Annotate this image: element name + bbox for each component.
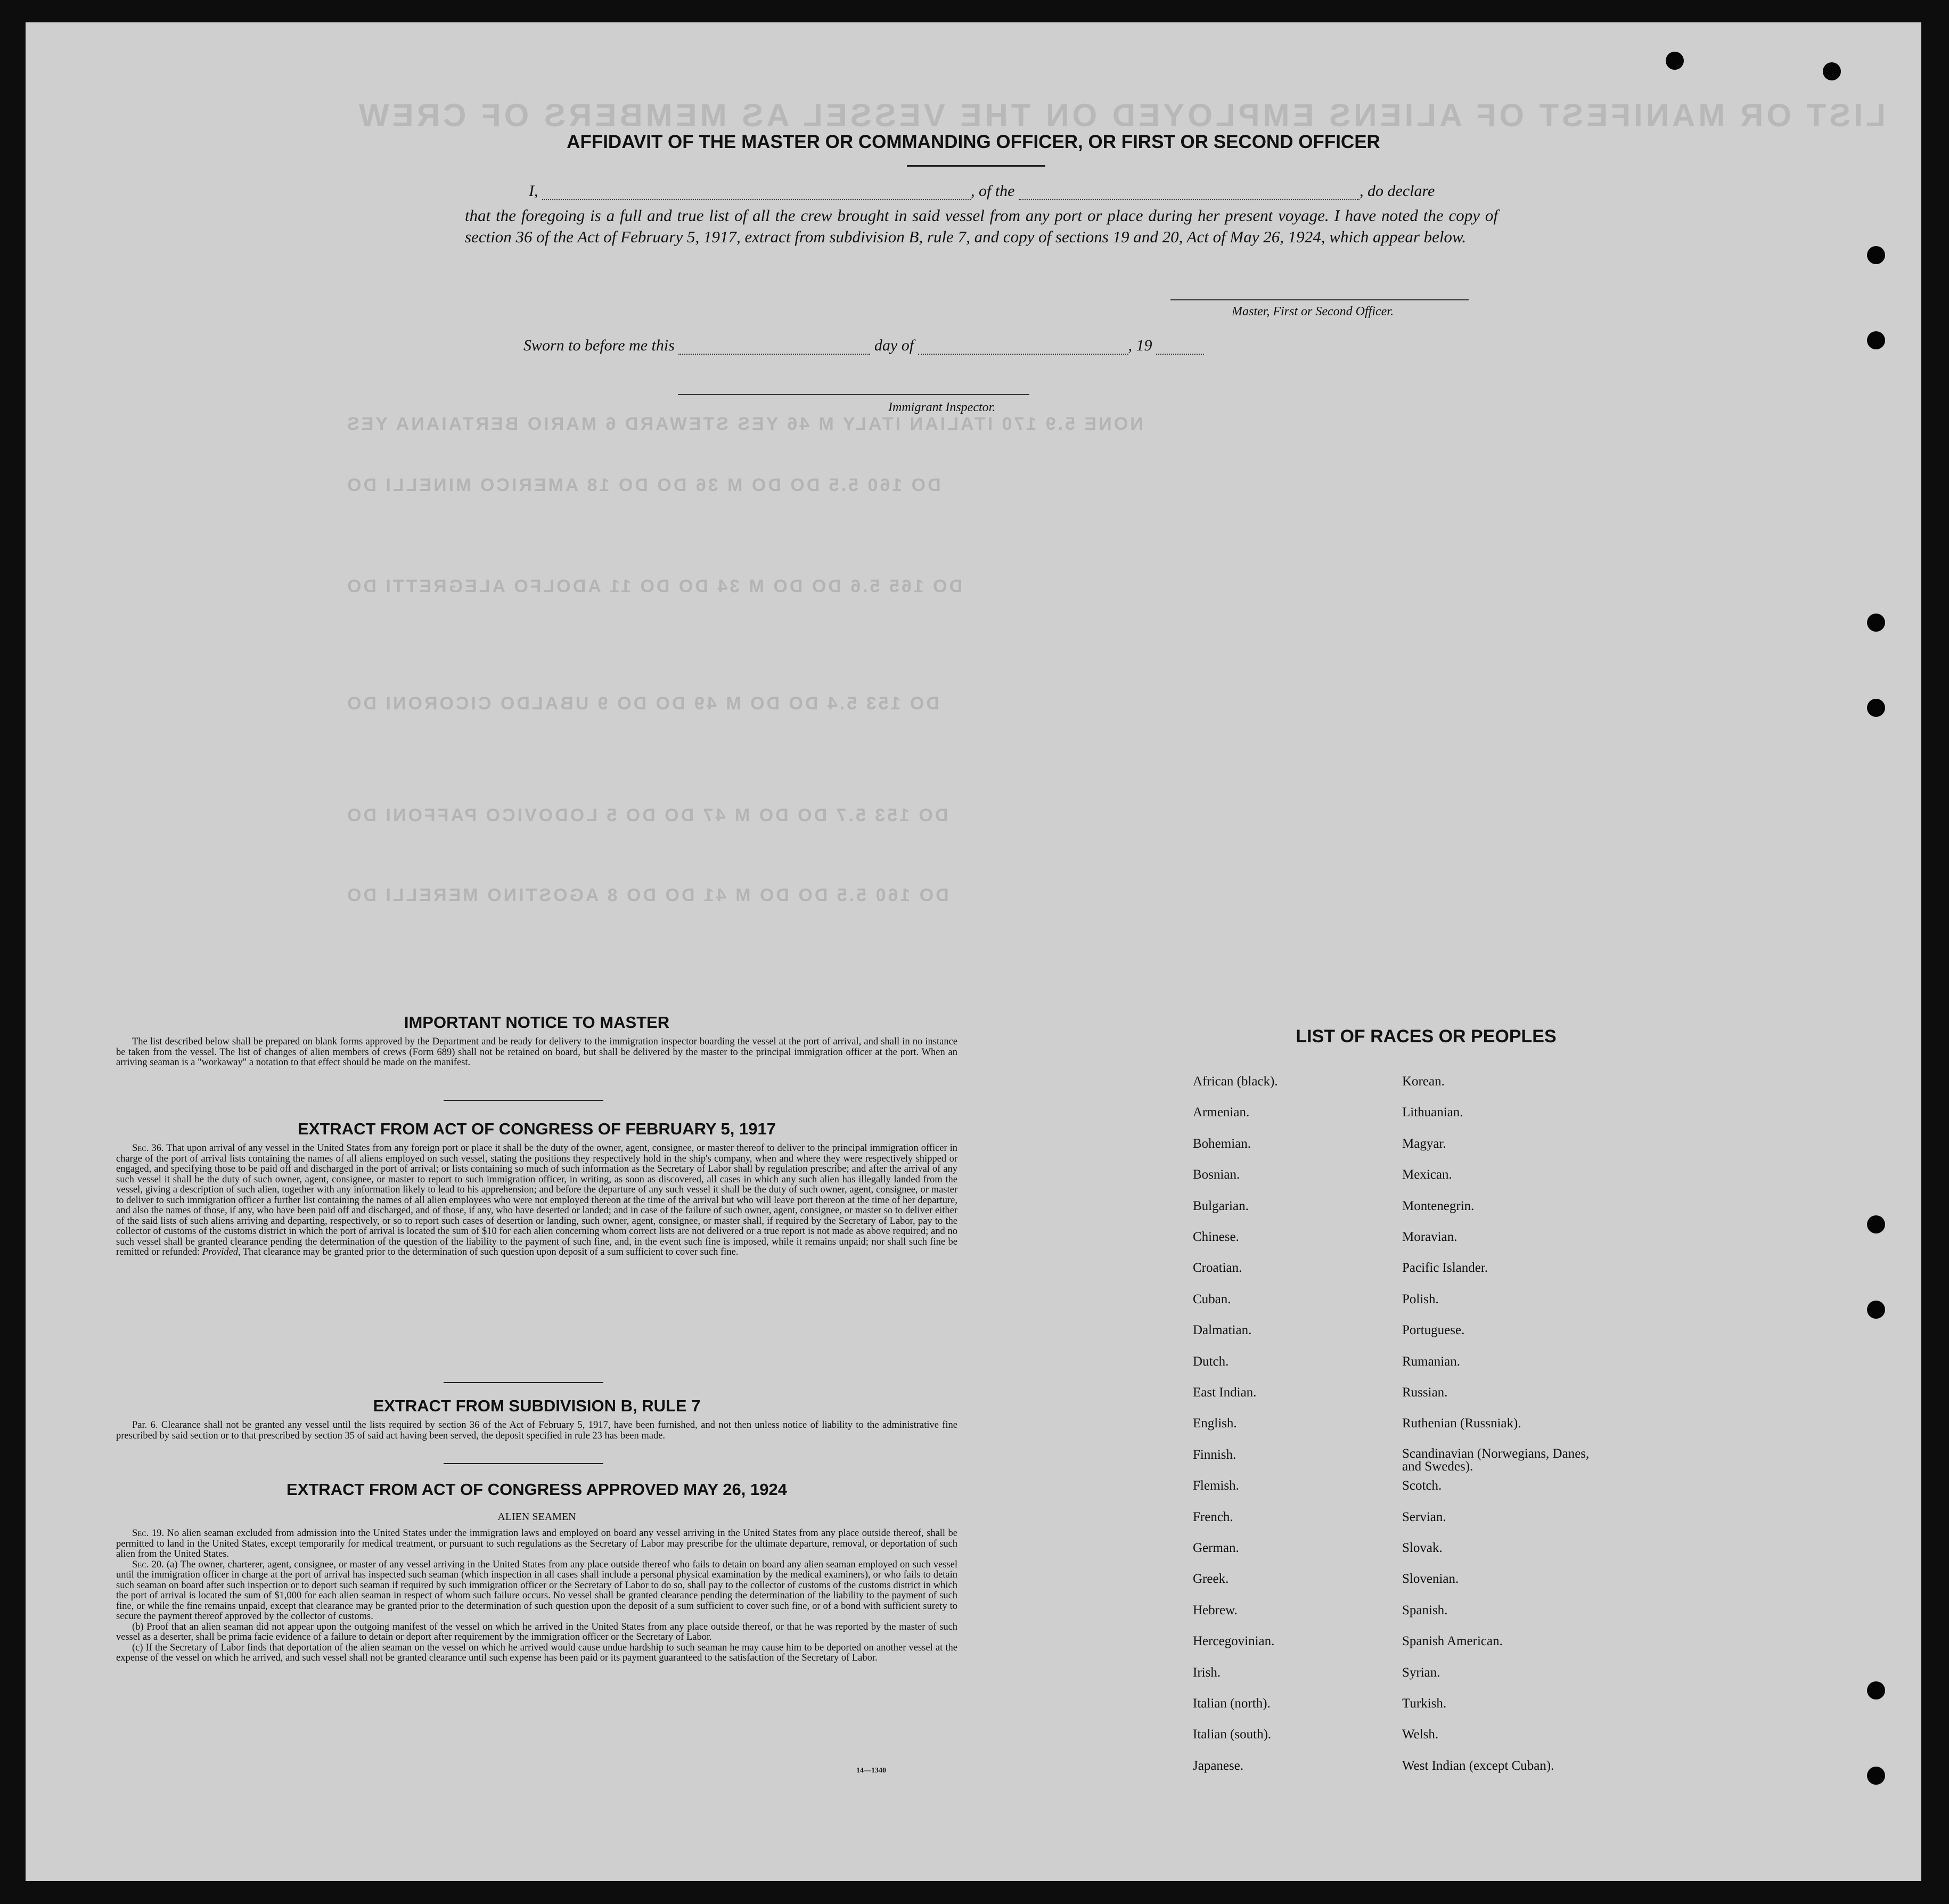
form-number: 14—1340: [856, 1767, 886, 1775]
race-entry: Slovak.: [1402, 1541, 1443, 1555]
punch-hole: [1823, 62, 1841, 80]
sworn-year-blank[interactable]: [1156, 338, 1204, 355]
bleed-through-row: NONE 5.9 170 ITALIAN ITALY M 46 YES STEWARD 6 MARIO BERTAIANA YES: [345, 414, 1143, 434]
race-entry: Flemish.: [1193, 1478, 1239, 1493]
race-entry: Mexican.: [1402, 1167, 1452, 1182]
proviso-text: That clearance may be granted prior to the determination of such question upon deposit of a sum sufficient to cover such fine.: [242, 1247, 739, 1257]
day-of-label: day of: [874, 337, 914, 354]
race-entry: Finnish.: [1193, 1448, 1236, 1462]
sec-20b-paragraph: (b) Proof that an alien seaman did not appear upon the outgoing manifest of the vessel on which he arrived in the United States from any place outside thereof, or that he was reported by the master of such vessel as a deserter, shall be prima facie evidence of a failure to detain or deport after requirement by the immigration officer or the Secretary of Labor.: [116, 1621, 957, 1642]
race-entry: Dutch.: [1193, 1354, 1229, 1369]
rule-7-title: EXTRACT FROM SUBDIVISION B, RULE 7: [373, 1396, 701, 1415]
sec-36-paragraph: [116, 1143, 957, 1258]
rule-7-paragraph: Par. 6. Clearance shall not be granted any vessel until the lists required by section 36 of the Act of February 5, 1917, have been furnished, and not then unless notice of liability to the administrative fine prescribed by said section or to that prescribed by section 35 of said act having been served, the deposit specified in rule 23 has been made.: [116, 1420, 957, 1441]
punch-hole: [1867, 1301, 1885, 1319]
race-entry: Scotch.: [1402, 1478, 1442, 1493]
punch-hole: [1867, 614, 1885, 632]
manifest-page: [26, 22, 1921, 1881]
extract-1917-text: [116, 1143, 957, 1258]
race-entry: Magyar.: [1402, 1137, 1446, 1151]
race-entry: Polish.: [1402, 1292, 1439, 1306]
race-entry: Irish.: [1193, 1665, 1221, 1680]
race-entry: Dalmatian.: [1193, 1323, 1252, 1337]
sworn-month-blank[interactable]: [918, 338, 1128, 355]
declare-of-the: , of the: [971, 182, 1015, 200]
sec-36-text: That upon arrival of any vessel in the United States from any foreign port or place it shall be the duty of the owner, agent, consignee, or master thereof to deliver to the principal immigration officer in charge of the port of arrival lists containing the names of all aliens employed on such vessel, stating the positions they respectively hold in the ship's company, when and where they were respectively shipped or engaged, and specifying those to be paid off and discharged in the port of arrival; or lists containing so much of such information as the Secretary of Labor shall by regulation prescribe; and after the arrival of any such vessel it shall be the duty of such owner, agent, consignee, or master to report to such immigration officer, in writing, as soon as discovered, all cases in which any such alien has illegally landed from the vessel, giving a description of such alien, together with any information likely to lead to his apprehension; and before the departure of any such vessel it shall be the duty of such owner, agent, consignee, or master to deliver to such immigration officer a further list containing the names of all alien employees who were not employed thereon at the time of the arrival but who will leave port thereon at the time of her departure, and also the names of those, if any, who have been paid off and discharged, and of those, if any, who have deserted or landed; and in case of the failure of such owner, agent, consignee, or master so to deliver either of the said lists of such aliens arriving and departing, respectively, or so to report such cases of desertion or landing, such owner, agent, consignee, or master shall, if required by the Secretary of Labor, pay to the collector of customs of the customs district in which the port of arrival is located the sum of $10 for each alien concerning whom correct lists are not delivered or a true report is not made as above required; and no such vessel shall be granted clearance pending the determination of the question of the liability to the payment of such fine, and, in the event such fine is imposed, while it remains unpaid; nor shall such fine be remitted or refunded:: [116, 1143, 958, 1257]
inspector-label: Immigrant Inspector.: [888, 401, 996, 414]
declare-do: , do declare: [1360, 182, 1435, 200]
sec-19-paragraph: [116, 1529, 957, 1560]
sec-20-label: Sec. 20.: [132, 1559, 164, 1570]
race-entry: Rumanian.: [1402, 1354, 1461, 1369]
sec-36-label: Sec. 36.: [132, 1143, 164, 1154]
race-entry: East Indian.: [1193, 1385, 1257, 1400]
race-entry: Servian.: [1402, 1510, 1446, 1524]
race-entry: Spanish.: [1402, 1603, 1448, 1617]
punch-hole: [1867, 1767, 1885, 1785]
declaration-line: [529, 182, 1435, 200]
race-entry: Armenian.: [1193, 1105, 1250, 1119]
race-entry: Hercegovinian.: [1193, 1634, 1275, 1648]
alien-seamen-subtitle: ALIEN SEAMEN: [497, 1511, 576, 1523]
punch-hole: [1867, 246, 1885, 264]
sec-20c-paragraph: (c) If the Secretary of Labor finds that deportation of the alien seaman on the vessel on which he arrived would cause undue hardship to such seaman he may cause him to be deported on another vessel at the expense of the vessel on which he arrived, and such vessel shall not be granted clearance until such expense has been paid or its payment guaranteed to the satisfaction of the Secretary of Labor.: [116, 1642, 957, 1663]
affidavit-body: that the foregoing is a full and true list of all the crew brought in said vessel from any port or place during her present voyage. I have noted the copy of section 36 of the Act of February 5, 1917, extract from subdivision B, rule 7, and copy of sections 19 and 20, Act of May 26, 1924, which appear below.: [465, 206, 1498, 246]
title-underline: [907, 165, 1045, 167]
punch-hole: [1867, 699, 1885, 717]
race-entry: Scandinavian (Norwegians, Danes, and Swedes).: [1402, 1447, 1590, 1474]
race-entry: Portuguese.: [1402, 1323, 1465, 1337]
race-entry: Lithuanian.: [1402, 1105, 1463, 1119]
name-blank[interactable]: [542, 183, 971, 200]
race-entry: Italian (south).: [1193, 1727, 1272, 1742]
race-entry: Montenegrin.: [1402, 1199, 1475, 1213]
sec-20a-text: (a) The owner, charterer, agent, consignee, or master of any vessel arriving in the United States from any place outside thereof who fails to detain on board any alien seaman employed on such vessel until the immigration officer in charge at the port of arrival has inspected such seaman (which inspection in all cases shall include a personal physical examination by the medical examiners), or who fails to detain such seaman on board after such inspection or to deport such seaman if required by such immigration officer or the Secretary of Labor to do so, shall pay to the collector of customs of the customs district in which the port of arrival is located the sum of $1,000 for each alien seaman in respect of whom such failure occurs. No vessel shall be granted clearance pending the determination of the liability to the payment of such fine, or while the fine remains unpaid, except that clearance may be granted prior to the determination of such question upon the deposit of a sum sufficient to cover such fine, or of a bond with sufficient surety to secure the payment thereof approved by the collector of customs.: [116, 1559, 957, 1622]
race-entry: Slovenian.: [1402, 1572, 1459, 1586]
race-entry: Syrian.: [1402, 1665, 1440, 1680]
notice-title: IMPORTANT NOTICE TO MASTER: [404, 1013, 670, 1032]
race-entry: Italian (north).: [1193, 1696, 1271, 1711]
divider: [444, 1382, 603, 1383]
race-entry: Croatian.: [1193, 1261, 1242, 1275]
race-entry: Japanese.: [1193, 1759, 1244, 1773]
proviso-label: Provided,: [202, 1247, 241, 1257]
bleed-through-heading: LIST OR MANIFEST OF ALIENS EMPLOYED ON THE VESSEL AS MEMBERS OF CREW: [356, 97, 1886, 133]
race-entry: Moravian.: [1402, 1230, 1457, 1244]
race-entry: Hebrew.: [1193, 1603, 1238, 1617]
race-entry: German.: [1193, 1541, 1239, 1555]
race-entry: Welsh.: [1402, 1727, 1439, 1742]
race-entry: Korean.: [1402, 1074, 1445, 1089]
punch-hole: [1867, 1215, 1885, 1233]
punch-hole: [1666, 52, 1684, 70]
race-entry: Turkish.: [1402, 1696, 1447, 1711]
race-entry: Bohemian.: [1193, 1137, 1251, 1151]
sworn-label: Sworn to before me this: [523, 337, 675, 354]
extract-1924-text: [116, 1529, 957, 1664]
race-entry: Pacific Islander.: [1402, 1261, 1488, 1275]
punch-hole: [1867, 331, 1885, 349]
race-entry: French.: [1193, 1510, 1233, 1524]
vessel-blank[interactable]: [1019, 183, 1360, 200]
race-entry: Greek.: [1193, 1572, 1229, 1586]
inspector-signature-line[interactable]: [678, 394, 1029, 395]
bleed-through-row: DO 160 5.5 DO DO M 36 DO DO 18 AMERICO MINELLI DO: [345, 475, 941, 495]
bleed-through-row: DO 165 5.6 DO DO M 34 DO DO 11 ADOLFO ALEGRETTI DO: [345, 576, 963, 596]
race-entry: Spanish American.: [1402, 1634, 1503, 1648]
rule-7-text: [116, 1420, 957, 1441]
race-entry: Bulgarian.: [1193, 1199, 1249, 1213]
notice-text: [116, 1037, 957, 1068]
bleed-through-row: DO 153 5.7 DO DO M 47 DO DO 5 LODOVICO PAFFONI DO: [345, 805, 948, 826]
notice-paragraph: The list described below shall be prepared on blank forms approved by the Department and be ready for delivery to the immigration inspector boarding the vessel at the port of arrival, and shall in no instance be taken from the vessel. The list of changes of alien members of crews (Form 689) shall not be retained on board, but shall be delivered by the master to the principal immigration officer at the port. When an arriving seaman is a "workaway" a notation to that effect should be made on the manifest.: [116, 1036, 957, 1068]
race-entry: Russian.: [1402, 1385, 1448, 1400]
race-entry: English.: [1193, 1416, 1237, 1431]
bleed-through-row: DO 160 5.5 DO DO M 41 DO DO 8 AGOSTINO MERELLI DO: [345, 885, 949, 905]
race-entry: Cuban.: [1193, 1292, 1231, 1306]
race-entry: West Indian (except Cuban).: [1402, 1759, 1554, 1773]
race-entry: Bosnian.: [1193, 1167, 1240, 1182]
divider: [444, 1100, 603, 1101]
master-label: Master, First or Second Officer.: [1232, 305, 1394, 318]
divider: [444, 1463, 603, 1464]
sec-19-label: Sec. 19.: [132, 1528, 165, 1539]
declare-i: I,: [529, 182, 538, 200]
punch-hole: [1867, 1681, 1885, 1699]
race-entry: Ruthenian (Russniak).: [1402, 1416, 1521, 1431]
races-title: LIST OF RACES OR PEOPLES: [1296, 1026, 1557, 1047]
race-entry: African (black).: [1193, 1074, 1278, 1089]
sec-20a-paragraph: [116, 1560, 957, 1622]
year-label: , 19: [1128, 337, 1152, 354]
race-entry: Chinese.: [1193, 1230, 1239, 1244]
extract-1917-title: EXTRACT FROM ACT OF CONGRESS OF FEBRUARY 5, 1917: [298, 1119, 776, 1138]
sworn-line: [523, 337, 1204, 355]
bleed-through-row: DO 153 5.4 DO DO M 49 DO DO 9 UBALDO CICORONI DO: [345, 693, 939, 714]
affidavit-title: AFFIDAVIT OF THE MASTER OR COMMANDING OFFICER, OR FIRST OR SECOND OFFICER: [567, 132, 1380, 152]
sworn-day-blank[interactable]: [678, 338, 870, 355]
extract-1924-title: EXTRACT FROM ACT OF CONGRESS APPROVED MAY 26, 1924: [286, 1480, 787, 1499]
master-signature-line[interactable]: [1170, 299, 1469, 300]
sec-19-text: No alien seaman excluded from admission into the United States under the immigration laws and employed on board any vessel arriving in the United States from any place outside thereof, shall be permitted to land in the United States, except temporarily for medical treatment, or pursuant to such regulations as the Secretary of Labor may prescribe for the ultimate departure, removal, or deportation of such alien from the United States.: [116, 1528, 958, 1559]
